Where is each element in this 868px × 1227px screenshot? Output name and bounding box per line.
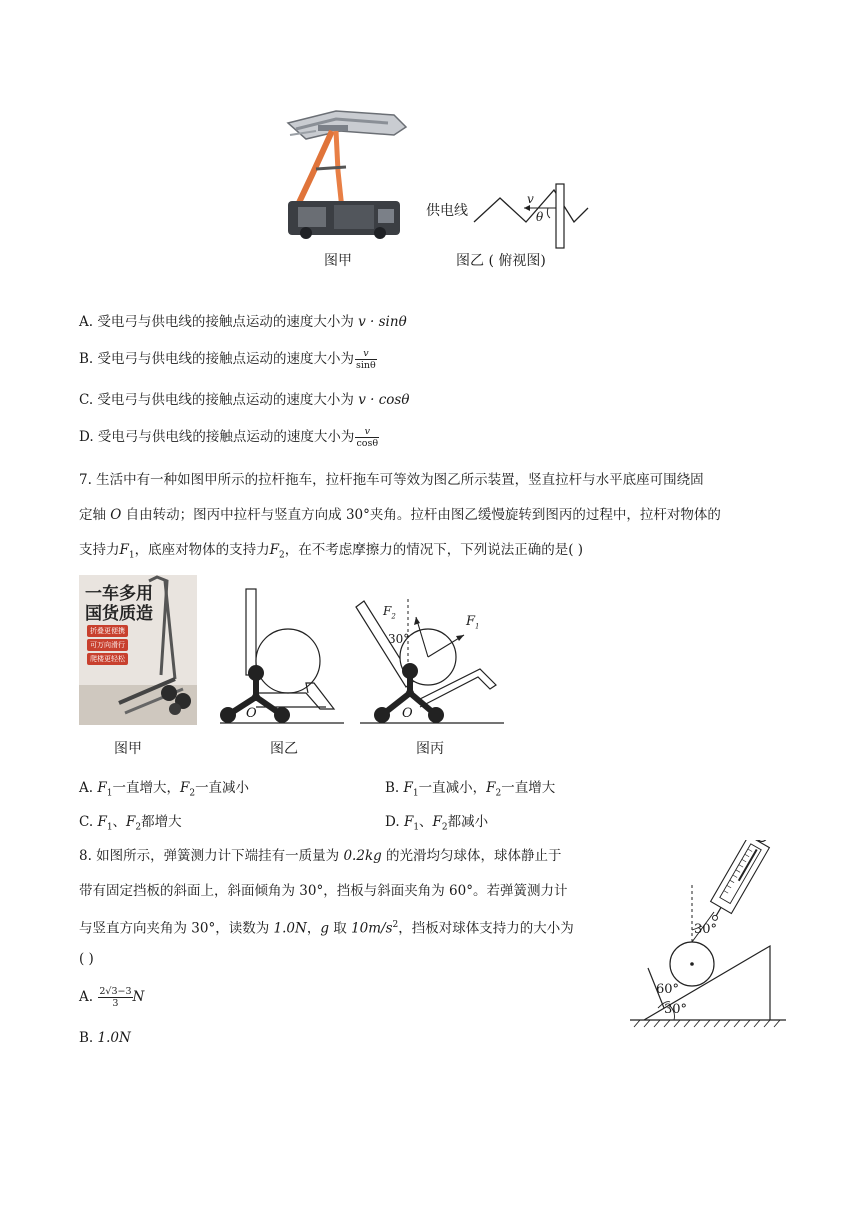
q8-stem-line4: ( ) — [79, 951, 94, 967]
q8-stem-line2: 带有固定挡板的斜面上，斜面倾角为 30°，挡板与斜面夹角为 60°。若弹簧测力计 — [79, 883, 568, 899]
angle-30-label-bing: 30° — [388, 632, 410, 646]
velocity-label: v — [527, 192, 534, 206]
axis-O-label-yi: O — [246, 706, 257, 721]
axis-O-label-bing: O — [402, 706, 413, 721]
figure-label-jia-2: 图甲 — [114, 741, 142, 757]
q6-option-b: B. 受电弓与供电线的接触点运动的速度大小为 $\frac{v}{\sin\theta}$ — [79, 348, 376, 371]
photo-tag-3: 爬楼更轻松 — [87, 653, 128, 665]
incline-angle-60: 60° — [656, 982, 680, 997]
wire-label: 供电线 — [426, 203, 468, 219]
trolley-diagram-bing — [350, 585, 510, 727]
q7-stem-line3: 支持力$F_1$，底座对物体的支持力$F_2$，在不考虑摩擦力的情况下，下列说法正确的是( ) — [79, 542, 584, 561]
q8-stem-line1: 8. 如图所示，弹簧测力计下端挂有一质量为 0.2kg 的光滑均匀球体，球体静止于 — [79, 848, 562, 864]
q7-option-a: A. $F_1$一直增大，$F_2$一直减小 — [79, 780, 250, 799]
q6-option-c: C. 受电弓与供电线的接触点运动的速度大小为 v · cosθ — [79, 392, 410, 408]
figure-label-jia-1: 图甲 — [324, 253, 352, 269]
q7-option-d: D. $F_1$、$F_2$都减小 — [385, 814, 489, 833]
pantograph-photo — [276, 105, 411, 243]
incline-angle-30-top: 30° — [694, 922, 718, 937]
trolley-photo — [79, 575, 197, 725]
q7-option-b: B. $F_1$一直减小，$F_2$一直增大 — [385, 780, 556, 799]
force-F2-label: $F_2$ — [383, 604, 396, 621]
photo-tag-2: 可万向滑行 — [87, 639, 128, 651]
q6-option-d: D. 受电弓与供电线的接触点运动的速度大小为 $\frac{v}{\cos\theta}$ — [79, 426, 379, 449]
incline-angle-30-bottom: 30° — [664, 1002, 688, 1017]
q6-option-a: A. 受电弓与供电线的接触点运动的速度大小为 v · sinθ — [79, 314, 407, 330]
q7-stem-line1: 7. 生活中有一种如图甲所示的拉杆拖车，拉杆拖车可等效为图乙所示装置，竖直拉杆与水平底座可围绕固 — [79, 472, 704, 488]
q7-stem-line2: 定轴 O 自由转动；图丙中拉杆与竖直方向成 30°夹角。拉杆由图乙缓慢旋转到图丙的过程中，拉杆对物体的 — [79, 507, 721, 523]
photo-headline-1: 一车多用 — [85, 584, 153, 604]
q8-stem-line3: 与竖直方向夹角为 30°，读数为 1.0N，g 取 $10m/s^2$，挡板对球体支持力的大小为 — [79, 920, 574, 937]
figure-label-bing: 图丙 — [416, 741, 444, 757]
figure-label-yi-2: 图乙 — [270, 741, 298, 757]
photo-headline-2: 国货质造 — [85, 604, 153, 624]
wire-diagram — [470, 178, 600, 250]
trolley-diagram-yi — [210, 585, 350, 727]
theta-label: θ — [536, 210, 544, 224]
q8-option-a: A. $\frac{2√3-3}{3}$ N — [79, 986, 145, 1009]
photo-tag-1: 折叠更便携 — [87, 625, 128, 637]
force-F1-label: $F_1$ — [466, 614, 480, 631]
q7-option-c: C. $F_1$、$F_2$都增大 — [79, 814, 182, 833]
figure-label-yi-1: 图乙 ( 俯视图) — [456, 253, 546, 269]
q8-option-b: B. 1.0N — [79, 1030, 131, 1046]
